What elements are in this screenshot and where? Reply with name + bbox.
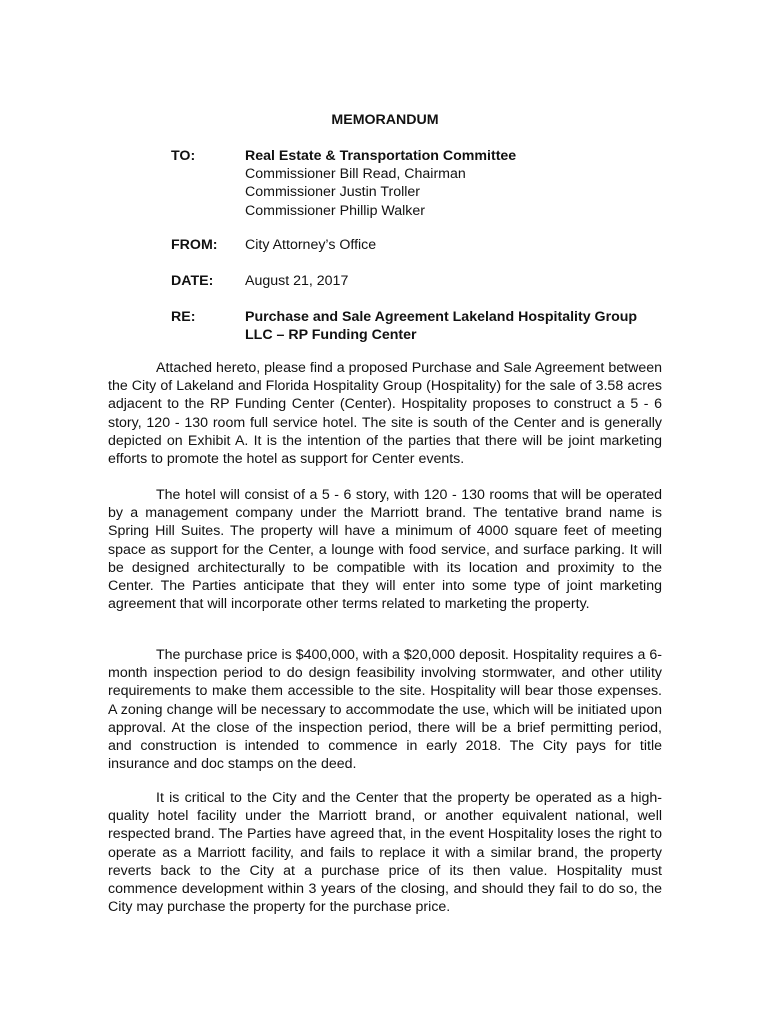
body-paragraph: The purchase price is $400,000, with a $20,000 deposit. Hospitality requires a 6-month inspection period to do design feasibility involving stormwater, and other utility requirements to make them accessible to the site. Hospitality will bear those expenses. A zoning change will be necessary to accommodate the use, which will be initiated upon approval. At the close of the inspection period, there will be a brief permitting period, and construction is intended to commence in early 2018. The City pays for title insurance and doc stamps on the deed. [108, 647, 662, 773]
re-label: RE: [171, 309, 196, 325]
from-label: FROM: [171, 237, 218, 253]
body-paragraph: It is critical to the City and the Center that the property be operated as a high-quality hotel facility under the Marriott brand, or another equivalent national, well respected brand. The Parties have agreed that, in the event Hospitality loses the right to operate as a Marriott facility, and fails to replace it with a similar brand, the property reverts back to the City at a purchase price of its then value. Hospitality must commence development within 3 years of the closing, and should they fail to do so, the City may purchase the property for the purchase price. [108, 790, 662, 916]
re-subject-line: LLC – RP Funding Center [245, 327, 417, 344]
from-value: City Attorney’s Office [245, 237, 377, 253]
to-member: Commissioner Phillip Walker [245, 202, 426, 219]
memo-title: MEMORANDUM [331, 112, 439, 128]
to-member: Commissioner Justin Troller [245, 184, 421, 201]
to-member: Commissioner Bill Read, Chairman [245, 166, 466, 183]
to-recipients [245, 147, 675, 220]
to-label: TO: [171, 148, 196, 164]
to-committee: Real Estate & Transportation Committee [245, 148, 517, 164]
body-paragraph: Attached hereto, please find a proposed Purchase and Sale Agreement between the City of Lakeland and Florida Hospitality Group (Hospitality) for the sale of 3.58 acres adjacent to the RP Funding Center (Center). Hospitality proposes to construct a 5 - 6 story, 120 - 130 room full service hotel. The site is south of the Center and is generally depicted on Exhibit A. It is the intention of the parties that there will be joint marketing efforts to promote the hotel as support for Center events. [108, 360, 662, 468]
re-subject-line: Purchase and Sale Agreement Lakeland Hospitality Group [245, 309, 638, 325]
date-value: August 21, 2017 [245, 273, 349, 289]
re-subject [245, 308, 675, 344]
date-label: DATE: [171, 273, 214, 289]
body-paragraph: The hotel will consist of a 5 - 6 story, with 120 - 130 rooms that will be operated by a management company under the Marriott brand. The tentative brand name is Spring Hill Suites. The property will have a minimum of 4000 square feet of meeting space as support for the Center, a lounge with food service, and surface parking. It will be designed architecturally to be compatible with its location and proximity to the Center. The Parties anticipate that they will enter into some type of joint marketing agreement that will incorporate other terms related to marketing the property. [108, 487, 662, 613]
